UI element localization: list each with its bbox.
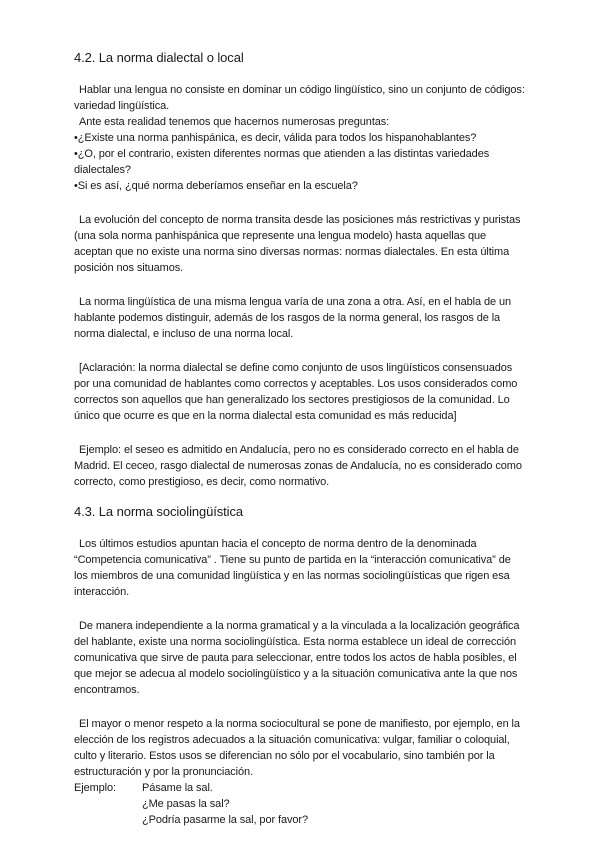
example-block — [74, 780, 526, 796]
clarification-paragraph: [Aclaración: la norma dialectal se define como conjunto de usos lingüísticos consensuados por una comunidad de hablantes como correctos y aceptables. Los usos considerados como correctos son aquellos que han generalizado los sectores prestigiosos de la comunidad. Lo único que ocurre es que en la norma dialectal esta comunidad es más reducida] — [74, 362, 518, 422]
example-paragraph: Ejemplo: el seseo es admitido en Andalucía, pero no es considerado correcto en el habla de Madrid. El ceceo, rasgo dialectal de numerosas zonas de Andalucía, no es considerado como correcto, como prestigioso, es decir, como normativo. — [74, 444, 522, 488]
example-line: ¿Podría pasarme la sal, por favor? — [142, 814, 308, 826]
body-paragraph: Los últimos estudios apuntan hacia el concepto de norma dentro de la denominada “Competencia comunicativa” . Tiene su punto de partida en la “interacción comunicativa” de los miembros de una comunidad lingüística y en las normas sociolingüísticas que rigen esa interacción. — [74, 538, 511, 598]
intro-question-lead: Ante esta realidad tenemos que hacernos numerosas preguntas: — [79, 116, 390, 128]
spacer — [74, 194, 526, 212]
example-line: ¿Me pasas la sal? — [142, 798, 230, 810]
question-bullet: •¿Existe una norma panhispánica, es decir, válida para todos los hispanohablantes? — [74, 132, 477, 144]
body-paragraph: De manera independiente a la norma gramatical y a la vinculada a la localización geográfica del hablante, existe una norma sociolingüística. Esta norma establece un ideal de corrección comunicativa que sirve de pauta para seleccionar, entre todos los actos de habla posibles, el que mejor se adecua al modelo sociolingüístico y a la situación comunicativa ante la que nos encontramos. — [74, 620, 520, 696]
body-paragraph: La evolución del concepto de norma transita desde las posiciones más restrictivas y puristas (una sola norma panhispánica que represente una lengua modelo) hasta aquellas que aceptan que no existe una norma sino diversas normas: normas dialectales. En esta última posición nos situamos. — [74, 214, 521, 274]
intro-paragraph: Hablar una lengua no consiste en dominar un código lingüístico, sino un conjunto de códigos: variedad lingüística. — [74, 84, 525, 112]
spacer — [74, 424, 526, 442]
spacer — [74, 698, 526, 716]
document-page — [74, 50, 526, 828]
example-label: Ejemplo: — [74, 782, 116, 794]
body-paragraph: El mayor o menor respeto a la norma sociocultural se pone de manifiesto, por ejemplo, en la elección de los registros adecuados a la situación comunicativa: vulgar, familiar o coloquial, culto y literario. Estos usos se diferencian no sólo por el vocabulario, sino también por la estructuración y por la pronunciación. — [74, 718, 520, 778]
spacer — [74, 276, 526, 294]
body-paragraph: La norma lingüística de una misma lengua varía de una zona a otra. Así, en el habla de un hablante podemos distinguir, además de los rasgos de la norma general, los rasgos de la norma dialectal, e incluso de una norma local. — [74, 296, 511, 340]
spacer — [74, 342, 526, 360]
spacer — [74, 600, 526, 618]
spacer — [74, 66, 526, 82]
spacer — [74, 490, 526, 504]
example-line: Pásame la sal. — [142, 782, 213, 794]
section-heading-norma-dialectal: 4.2. La norma dialectal o local — [74, 50, 244, 65]
spacer — [74, 520, 526, 536]
section-heading-norma-sociolinguistica: 4.3. La norma sociolingüística — [74, 504, 243, 519]
question-bullet: •Si es así, ¿qué norma deberíamos enseñar en la escuela? — [74, 180, 358, 192]
question-bullet: •¿O, por el contrario, existen diferentes normas que atienden a las distintas variedades dialectales? — [74, 148, 490, 176]
